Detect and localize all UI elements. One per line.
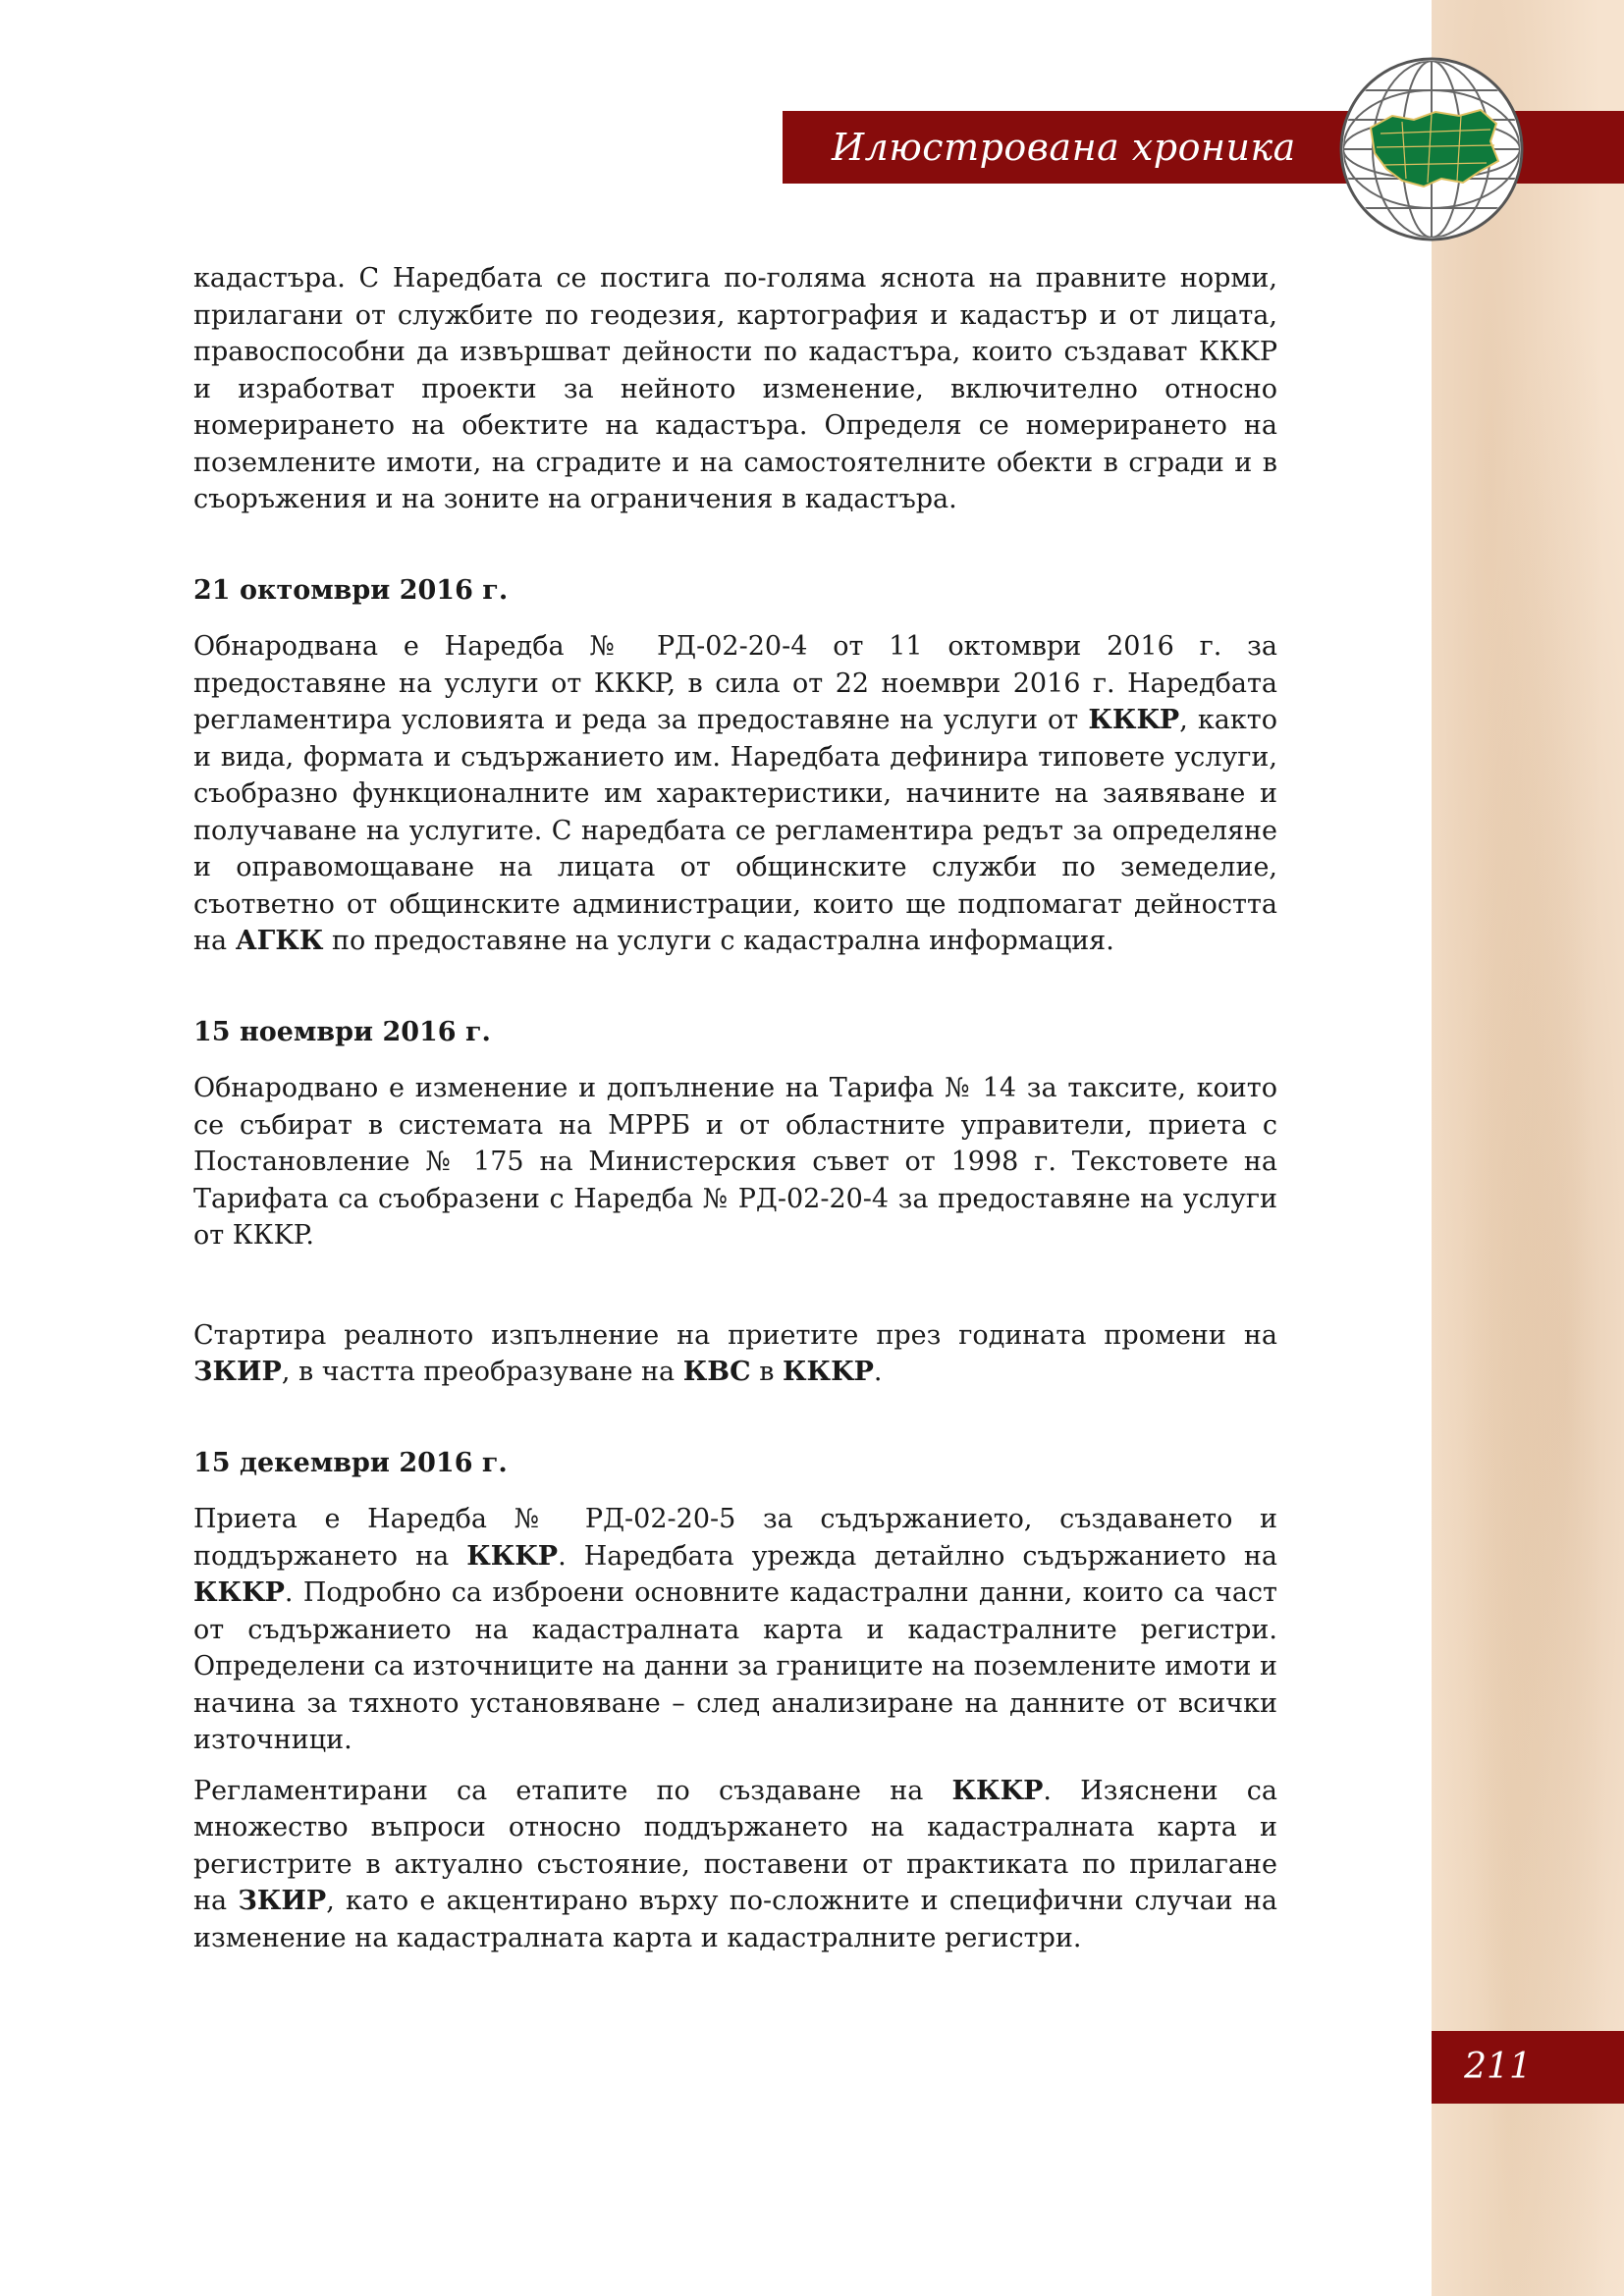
decorative-side-strip — [1432, 0, 1624, 2296]
paragraph-15-december: Приета е Наредба № РД-02-20-5 за съдържанието, създаването и поддържането на ККKP. Наредбата урежда детайлно съдържанието на ККKP. Подробно са изброени основните кадастрални данни, които са част от съдържанието на кадастралната карта и кадастралните регистри. Определени са източниците на данни за границите на поземлените имоти и начина за тяхното установяване – след анализиране на данните от всички източници. — [193, 1504, 1277, 1755]
paragraph-15-november: Обнародвано е изменение и допълнение на Тарифа № 14 за таксите, които се събират в системата на МРРБ и от областните управители, приета с Постановление № 175 на Министерския съвет от 1998 г. Текстовете на Тарифата са съобразени с Наредба № РД-02-20-4 за предоставяне на услуги от ККKP. — [193, 1073, 1277, 1251]
date-heading-15-november: 15 ноември 2016 г. — [193, 1016, 491, 1047]
date-heading-21-october: 21 октомври 2016 г. — [193, 574, 509, 606]
paragraph-21-october: Обнародвана е Наредба № РД-02-20-4 от 11 октомври 2016 г. за предоставяне на услуги от ККKP, в сила от 22 ноември 2016 г. Наредбата регламентира условията и реда за предоставяне на услуги от ККKP, както и вида, формата и съдържанието им. Наредбата дефинира типовете услуги, съобразно функционалните им характеристики, начините на заявяване и получаване на услугите. С наредбата се регламентира редът за определяне и оправомощаване на лицата от общинските служби по земеделие, съответно от общинските администрации, които ще подпомагат дейността на АГКК по предоставяне на услуги с кадастрална информация. — [193, 631, 1277, 956]
paragraph-zkir-start: Стартира реалното изпълнение на приетите през годината промени на ЗКИР, в частта преобразуване на КВС в ККKP. — [193, 1319, 1277, 1387]
date-heading-15-december: 15 декември 2016 г. — [193, 1447, 508, 1478]
page-number: 211 — [1464, 2047, 1532, 2087]
main-content — [193, 260, 1277, 1956]
header-title: Илюстрована хроника — [832, 126, 1296, 169]
paragraph-stages: Регламентирани са етапите по създаване на ККKP. Изяснени са множество въпроси относно поддържането на кадастралната карта и регистрите в актуално състояние, поставени от практиката по прилагане на ЗКИР, като е акцентирано върху по-сложните и специфични случаи на изменение на кадастралната карта и кадастралните регистри. — [193, 1775, 1277, 1953]
paragraph-intro: кадастъра. С Наредбата се постига по-голяма яснота на правните норми, прилагани от службите по геодезия, картография и кадастър и от лицата, правоспособни да извършват дейности по кадастъра, които създават ККKP и изработват проекти за нейното изменение, включително относно номерирането на обектите на кадастъра. Определя се номерирането на поземлените имоти, на сградите и на самостоятелните обекти в сгради и в съоръжения и на зоните на ограничения в кадастъра. — [193, 263, 1277, 514]
globe-with-bulgaria-map-icon — [1333, 51, 1530, 247]
